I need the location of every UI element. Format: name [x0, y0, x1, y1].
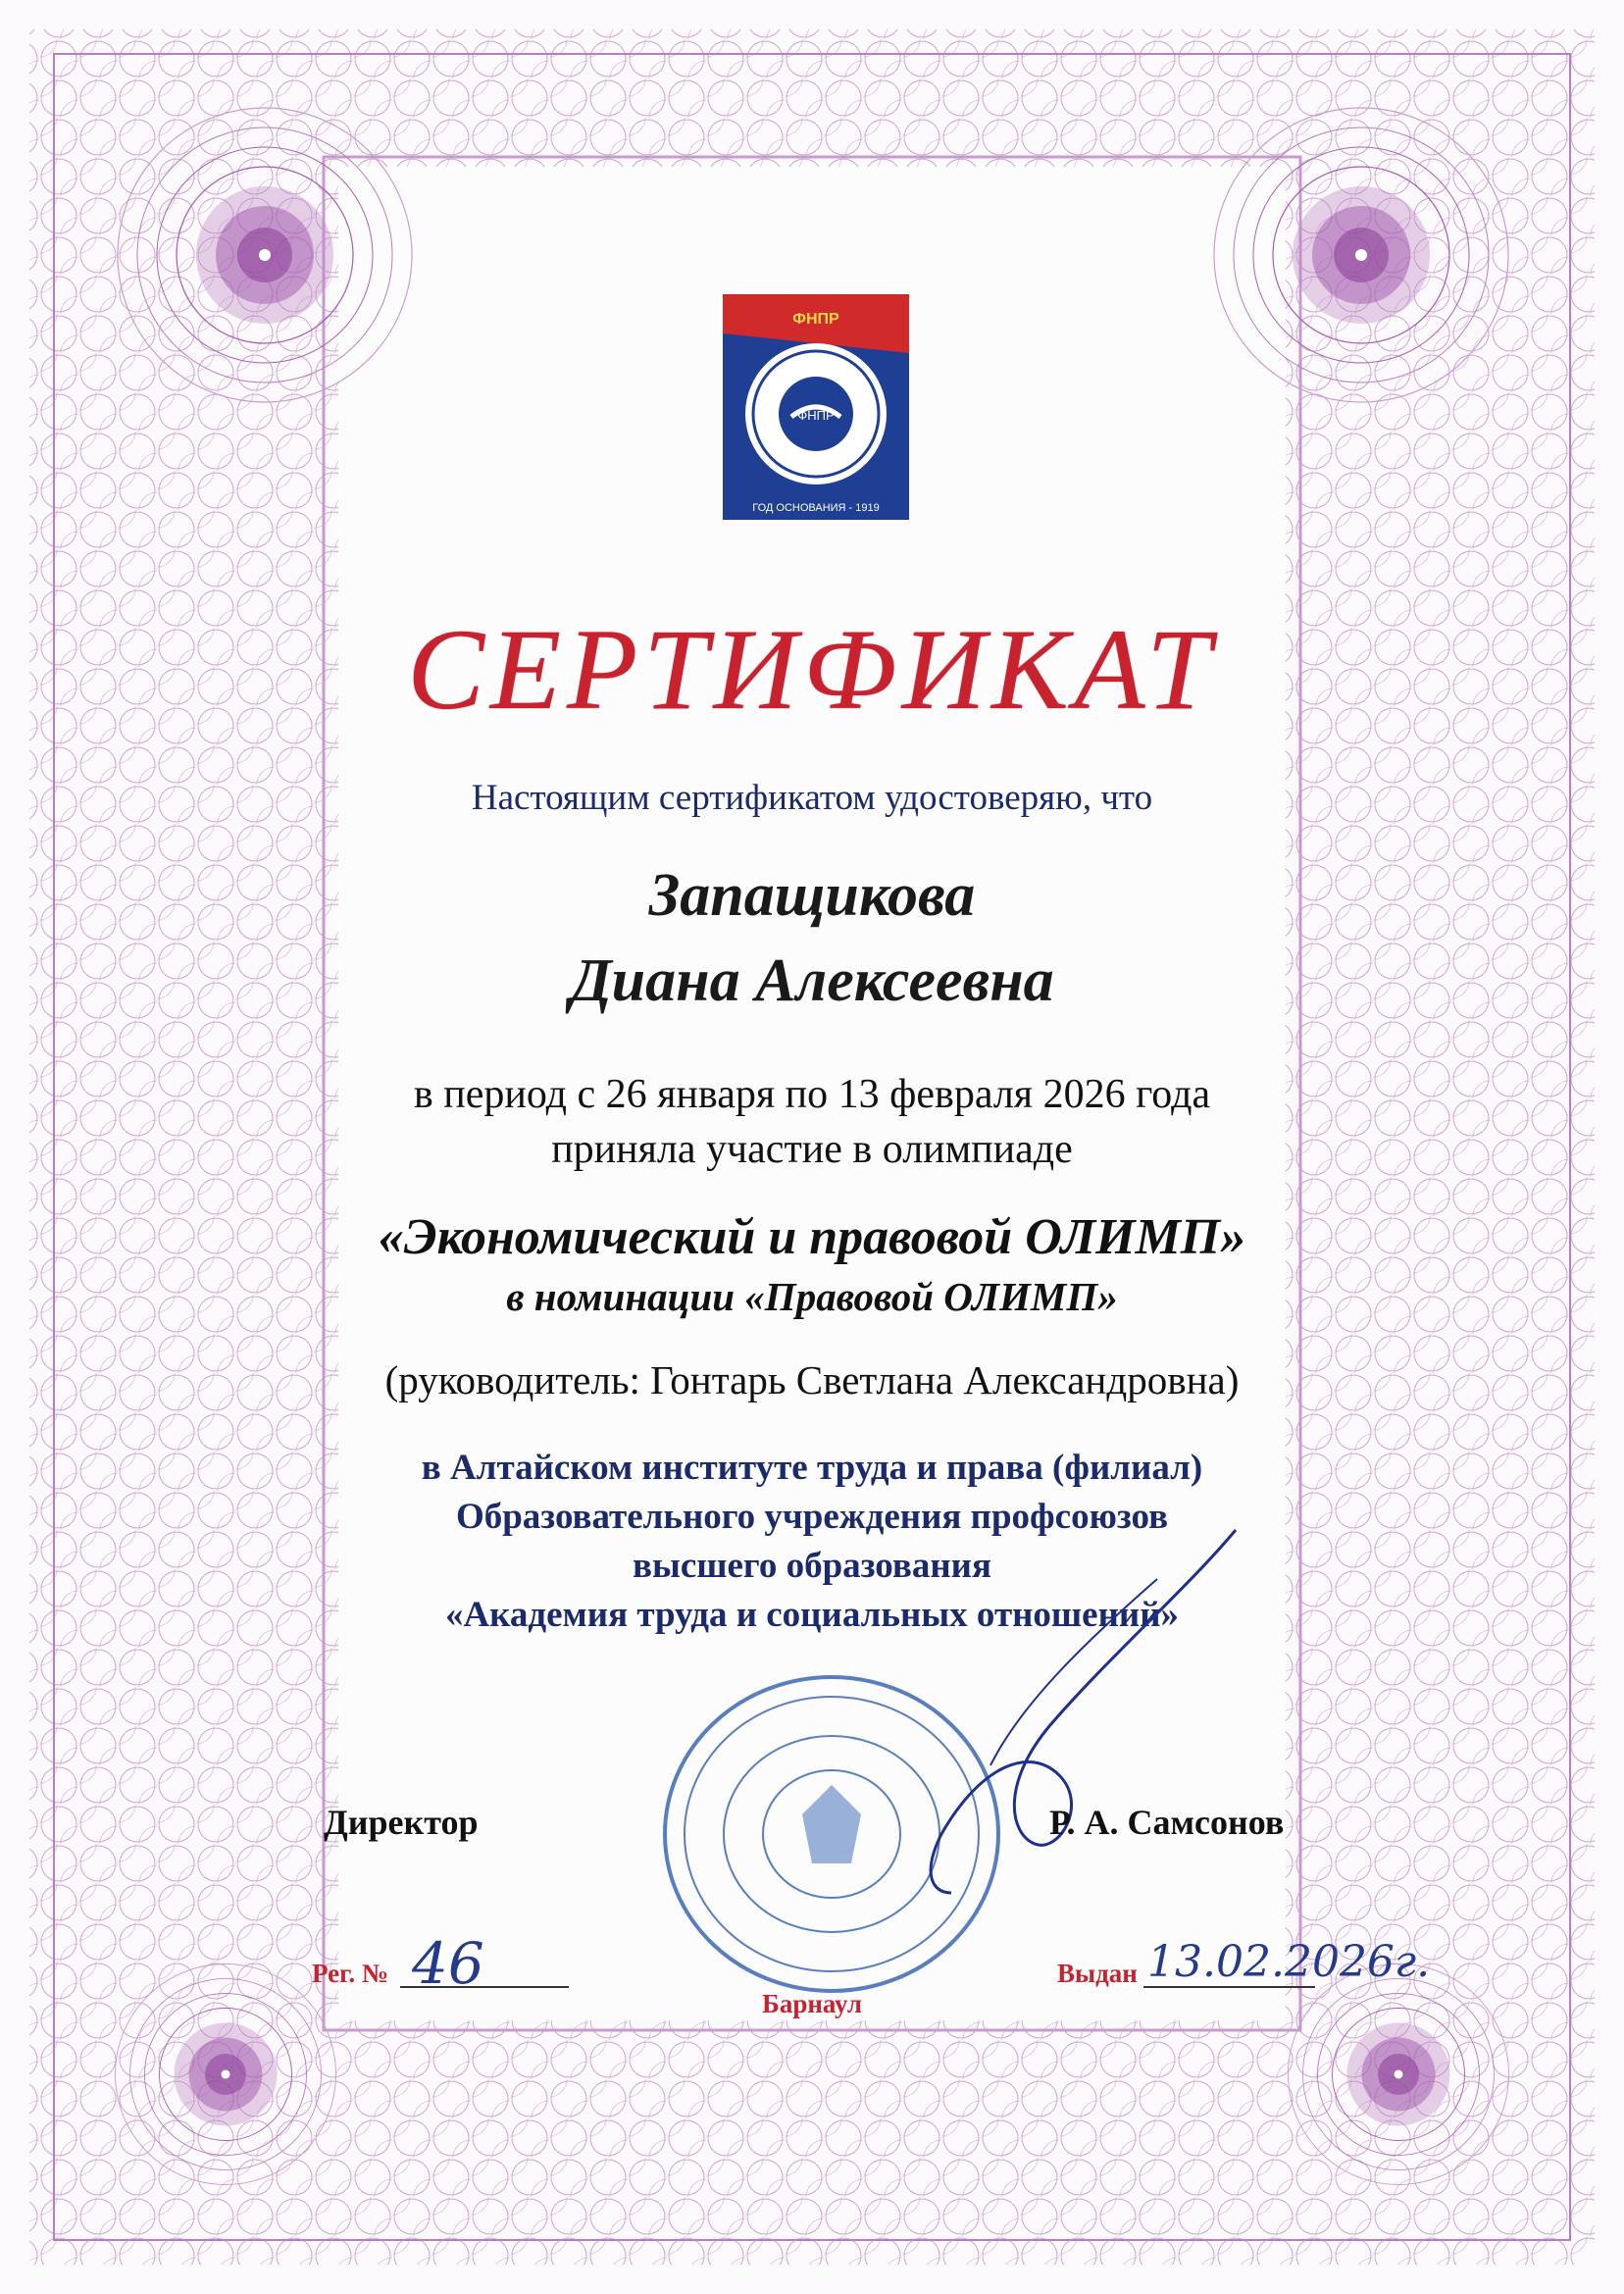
participation-text: приняла участие в олимпиаде: [551, 1127, 1073, 1172]
director-name: Р. А. Самсонов: [1049, 1803, 1285, 1842]
registration-number: 46: [412, 1930, 484, 1997]
logo-center-text: ФНПР: [797, 408, 835, 423]
director-signature: [863, 1510, 1275, 1922]
institution-line-1: в Алтайском институте труда и права (филиал): [421, 1448, 1203, 1488]
institution-line-3: высшего образования: [632, 1546, 992, 1586]
intro-text: Настоящим сертификатом удостоверяю, что: [471, 778, 1153, 818]
nomination-text: в номинации «Правовой ОЛИМП»: [506, 1274, 1118, 1319]
city-label: Барнаул: [761, 1989, 863, 2018]
director-label: Директор: [324, 1803, 479, 1842]
logo-top-text: ФНПР: [792, 311, 839, 328]
certificate-title: СЕРТИФИКАТ: [407, 605, 1217, 734]
institution-line-2: Образовательного учреждения профсоюзов: [455, 1497, 1169, 1537]
period-text: в период с 26 января по 13 февраля 2026 года: [413, 1072, 1211, 1117]
recipient-given-name: Диана Алексеевна: [570, 947, 1054, 1014]
institution-line-4: «Академия труда и социальных отношений»: [444, 1595, 1180, 1635]
recipient-surname: Запащикова: [648, 862, 976, 929]
logo-founded-text: ГОД ОСНОВАНИЯ - 1919: [752, 502, 880, 514]
supervisor-text: (руководитель: Гонтарь Светлана Александровна): [384, 1357, 1240, 1402]
registration-label: Рег. №: [312, 1959, 388, 1988]
issued-label: Выдан: [1057, 1959, 1138, 1988]
academy-logo: [723, 294, 909, 520]
issued-date: 13.02.2026г.: [1147, 1937, 1431, 1987]
olympiad-name: «Экономический и правовой ОЛИМП»: [378, 1209, 1246, 1265]
